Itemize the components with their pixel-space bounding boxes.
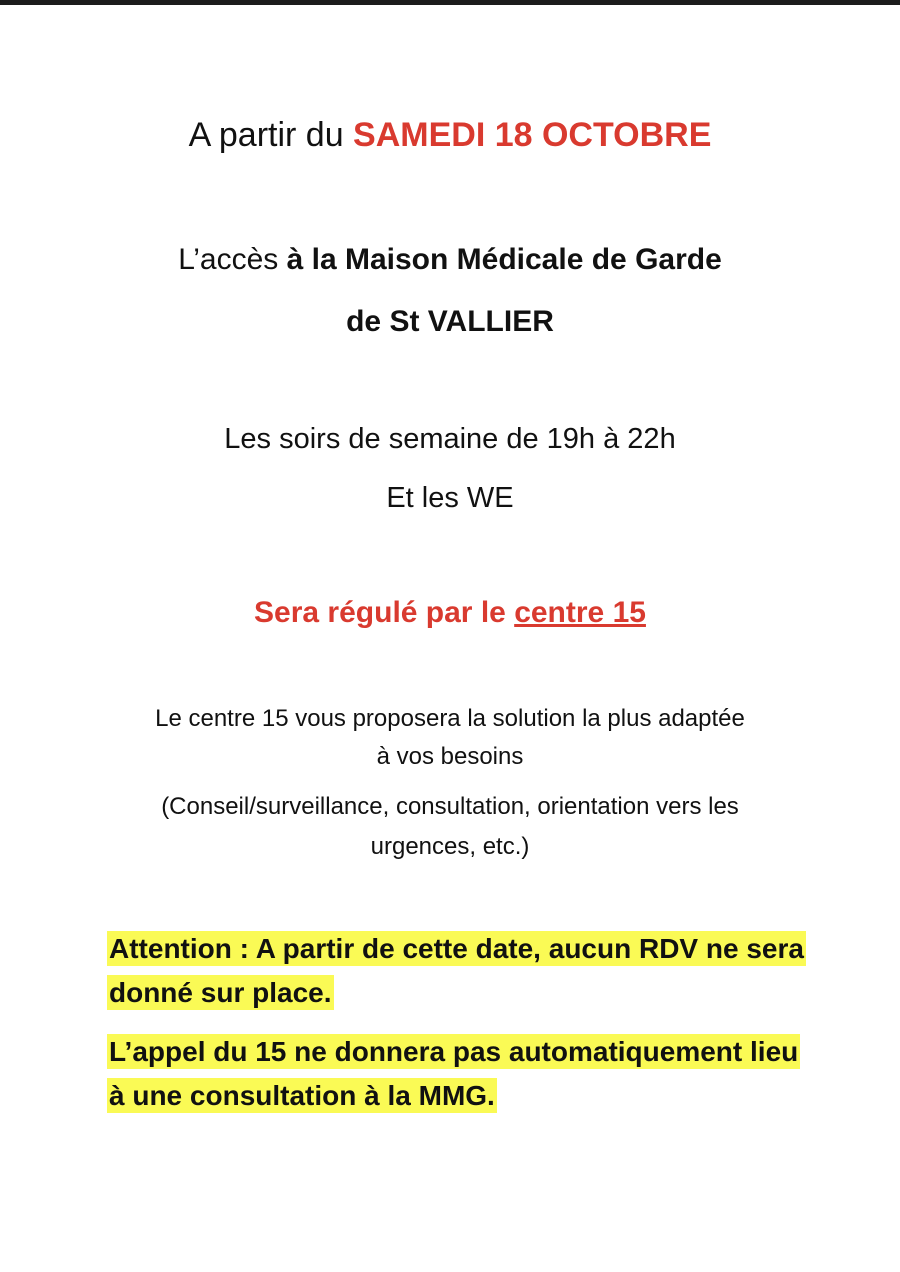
access-prefix: L’accès bbox=[178, 243, 287, 276]
warning-call-15 bbox=[107, 1030, 807, 1118]
warning-no-appointment bbox=[107, 927, 807, 1015]
warning-call-15-text: L’appel du 15 ne donnera pas automatiquement lieu à une consultation à la MMG. bbox=[109, 1036, 799, 1111]
hours-weekend: Et les WE bbox=[386, 482, 514, 514]
info-line-3: (Conseil/surveillance, consultation, orientation vers les bbox=[161, 793, 739, 820]
access-location: à la Maison Médicale de Garde bbox=[286, 243, 722, 276]
warning-no-appointment-text: Attention : A partir de cette date, aucun RDV ne sera donné sur place. bbox=[109, 933, 804, 1008]
regulation-prefix: Sera régulé par le bbox=[254, 596, 515, 629]
start-date: SAMEDI 18 OCTOBRE bbox=[353, 116, 712, 154]
access-line bbox=[0, 243, 900, 277]
hours-weekday: Les soirs de semaine de 19h à 22h bbox=[224, 423, 676, 455]
info-line-4: urgences, etc.) bbox=[370, 833, 530, 860]
info-line-1: Le centre 15 vous proposera la solution la plus adaptée bbox=[155, 705, 745, 732]
regulation-line bbox=[0, 596, 900, 630]
start-date-prefix: A partir du bbox=[188, 116, 354, 154]
start-date-line bbox=[0, 116, 900, 155]
location-city: de St VALLIER bbox=[346, 305, 554, 338]
info-line-2: à vos besoins bbox=[376, 743, 524, 770]
regulation-centre: centre 15 bbox=[514, 596, 646, 629]
